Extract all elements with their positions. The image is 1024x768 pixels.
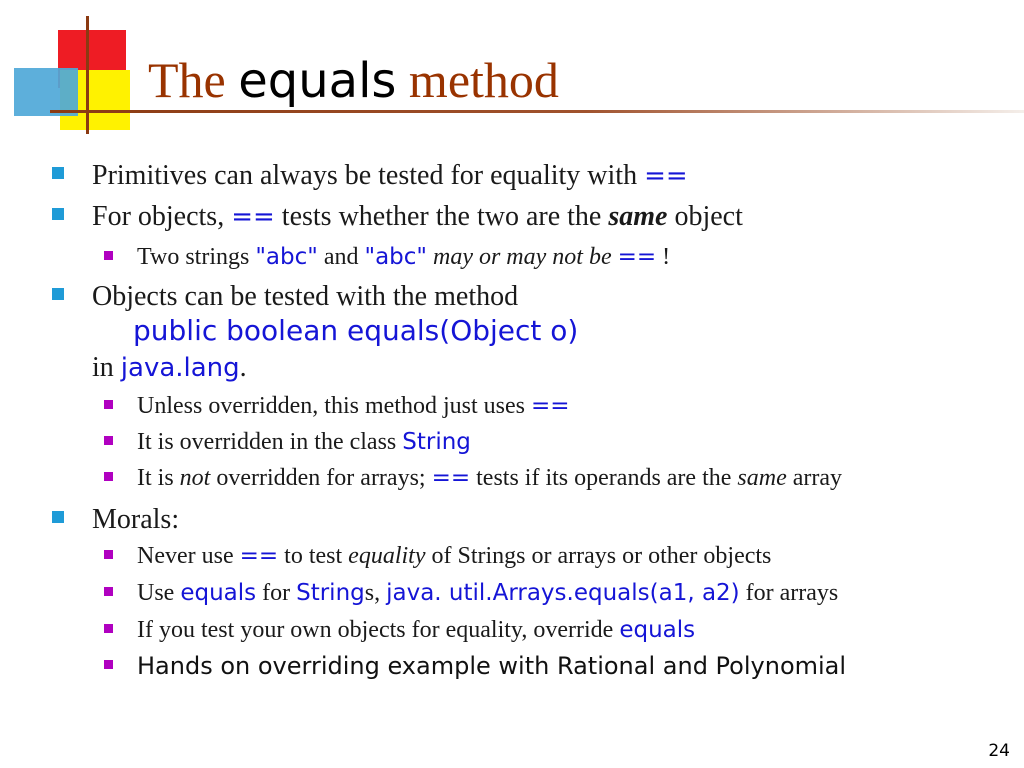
- code-operator: ==: [231, 202, 275, 232]
- sub-bullet-square-icon: [104, 436, 113, 445]
- sub-bullet-two-strings: [137, 243, 670, 271]
- bullet-text: of Strings or arrays or other objects: [425, 543, 772, 569]
- bullet-text: Unless overridden, this method just uses: [137, 393, 531, 419]
- sub-bullet-square-icon: [104, 472, 113, 481]
- bullet-text: It is overridden in the class: [137, 429, 403, 455]
- code-arrays-equals: java. util.Arrays.equals(a1, a2): [386, 580, 740, 606]
- bullet-text: and: [317, 244, 365, 270]
- bullet-text: !: [656, 244, 671, 270]
- code-operator: ==: [530, 393, 570, 419]
- bullet-text: If you test your own objects for equality, override: [137, 617, 620, 643]
- emphasis-text: equality: [348, 543, 426, 569]
- code-package: java.lang: [120, 353, 240, 383]
- bullet-text: s,: [364, 580, 387, 606]
- bullet-java-lang-line: [92, 352, 247, 384]
- sub-bullet-square-icon: [104, 624, 113, 633]
- sub-bullet-override-equals: [137, 616, 695, 644]
- bullet-objects-method: [92, 281, 518, 313]
- bullet-square-icon: [52, 208, 64, 220]
- bullet-objects: [92, 201, 743, 233]
- bullet-text: For objects,: [92, 201, 232, 232]
- bullet-text: to test: [278, 543, 349, 569]
- bullet-text: Primitives can always be tested for equality with: [92, 160, 645, 191]
- sub-bullet-overridden-string: [137, 428, 471, 456]
- code-operator: ==: [431, 465, 471, 491]
- bullet-text: Morals:: [92, 504, 180, 535]
- sub-bullet-unless-overridden: [137, 392, 570, 420]
- bullet-primitives: [92, 160, 688, 192]
- bullet-square-icon: [52, 288, 64, 300]
- code-method: equals: [619, 617, 696, 643]
- sub-bullet-arrays: [137, 464, 842, 492]
- emphasis-text: same: [608, 201, 668, 232]
- emphasis-text: not: [179, 465, 211, 491]
- code-string: "abc": [255, 244, 318, 270]
- bullet-text: in: [92, 352, 121, 383]
- emphasis-text: same: [737, 465, 787, 491]
- code-operator: ==: [617, 244, 657, 270]
- sub-bullet-use-equals: [137, 579, 838, 607]
- bullet-text: for: [256, 580, 297, 606]
- bullet-text: Never use: [137, 543, 240, 569]
- title-text-pre: The: [148, 52, 226, 108]
- sub-bullet-square-icon: [104, 550, 113, 559]
- title-text-post: method: [408, 52, 559, 108]
- code-string: "abc": [364, 244, 427, 270]
- sub-bullet-never-use: [137, 542, 771, 570]
- sub-bullet-square-icon: [104, 400, 113, 409]
- bullet-text: tests whether the two are the: [274, 201, 609, 232]
- code-method: equals: [180, 580, 257, 606]
- sub-bullet-square-icon: [104, 660, 113, 669]
- bullet-text: tests if its operands are the: [470, 465, 738, 491]
- code-operator: ==: [239, 543, 279, 569]
- title-code: equals: [238, 53, 397, 109]
- code-operator: ==: [644, 161, 688, 191]
- sub-bullet-square-icon: [104, 587, 113, 596]
- code-class: String: [296, 580, 365, 606]
- bullet-text: Two strings: [137, 244, 256, 270]
- bullet-text: It is: [137, 465, 180, 491]
- bullet-text: .: [239, 352, 247, 383]
- bullet-square-icon: [52, 511, 64, 523]
- sub-bullet-hands-on: [137, 652, 846, 681]
- bullet-square-icon: [52, 167, 64, 179]
- emphasis-text: may or may not be: [426, 244, 618, 270]
- page-number: 24: [988, 741, 1010, 761]
- bullet-text: for arrays: [739, 580, 839, 606]
- bullet-text: Hands on overriding example with Rational and Polynomial: [137, 652, 847, 680]
- bullet-text: array: [786, 465, 843, 491]
- code-class: String: [402, 429, 471, 455]
- sub-bullet-square-icon: [104, 251, 113, 260]
- bullet-text: object: [667, 201, 743, 232]
- bullet-morals: [92, 504, 179, 536]
- bullet-text: Use: [137, 580, 181, 606]
- method-signature: public boolean equals(Object o): [133, 314, 579, 347]
- bullet-text: overridden for arrays;: [210, 465, 432, 491]
- bullet-text: Objects can be tested with the method: [92, 281, 519, 312]
